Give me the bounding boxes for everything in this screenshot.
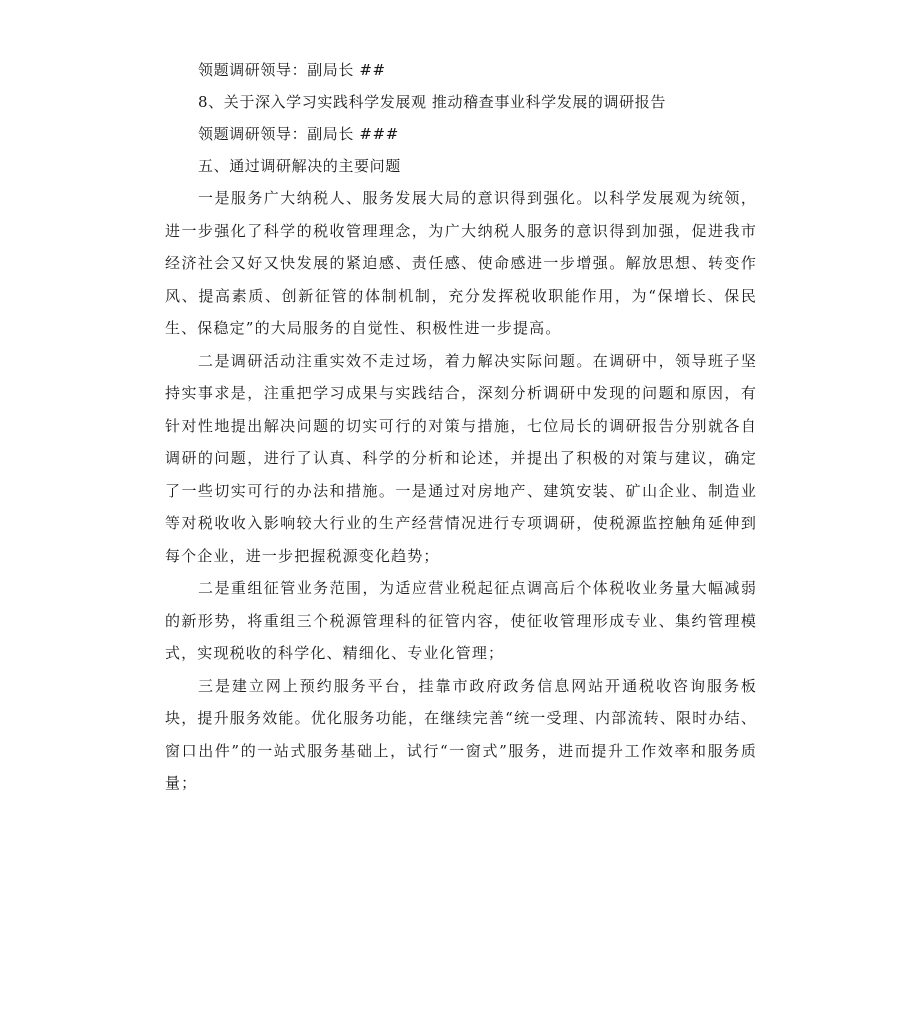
research-leader-line-1: 领题调研领导：副局长 ## <box>198 61 386 79</box>
document-body <box>165 54 757 800</box>
paragraph-online-service: 三是建立网上预约服务平台，挂靠市政府政务信息网站开通税收咨询服务板块，提升服务效能。优化服务功能，在继续完善“统一受理、内部流转、限时办结、窗口出件”的一站式服务基础上，试行“一窗式”服务，进而提升工作效率和服务质量； <box>165 676 757 792</box>
paragraph-reorganize-collection: 二是重组征管业务范围，为适应营业税起征点调高后个体税收业务量大幅减弱的新形势，将重组三个税源管理科的征管内容，使征收管理形成专业、集约管理模式，实现税收的科学化、精细化、专业化管理； <box>165 579 757 662</box>
report-title-8: 8、关于深入学习实践科学发展观 推动稽查事业科学发展的调研报告 <box>198 93 666 111</box>
paragraph-service-awareness: 一是服务广大纳税人、服务发展大局的意识得到强化。以科学发展观为统领，进一步强化了科学的税收管理理念，为广大纳税人服务的意识得到加强，促进我市经济社会又好又快发展的紧迫感、责任感、使命感进一步增强。解放思想、转变作风、提高素质、创新征管的体制机制，充分发挥税收职能作用，为“保增长、保民生、保稳定”的大局服务的自觉性、积极性进一步提高。 <box>165 189 757 337</box>
section-heading-5: 五、通过调研解决的主要问题 <box>198 157 401 175</box>
paragraph-practical-problems: 二是调研活动注重实效不走过场，着力解决实际问题。在调研中，领导班子坚持实事求是，注重把学习成果与实践结合，深刻分析调研中发现的问题和原因，有针对性地提出解决问题的切实可行的对策与措施，七位局长的调研报告分别就各自调研的问题，进行了认真、科学的分析和论述，并提出了积极的对策与建议，确定了一些切实可行的办法和措施。一是通过对房地产、建筑安装、矿山企业、制造业等对税收收入影响较大行业的生产经营情况进行专项调研，使税源监控触角延伸到每个企业，进一步把握税源变化趋势； <box>165 351 757 565</box>
research-leader-line-2: 领题调研领导：副局长 ### <box>198 125 399 143</box>
